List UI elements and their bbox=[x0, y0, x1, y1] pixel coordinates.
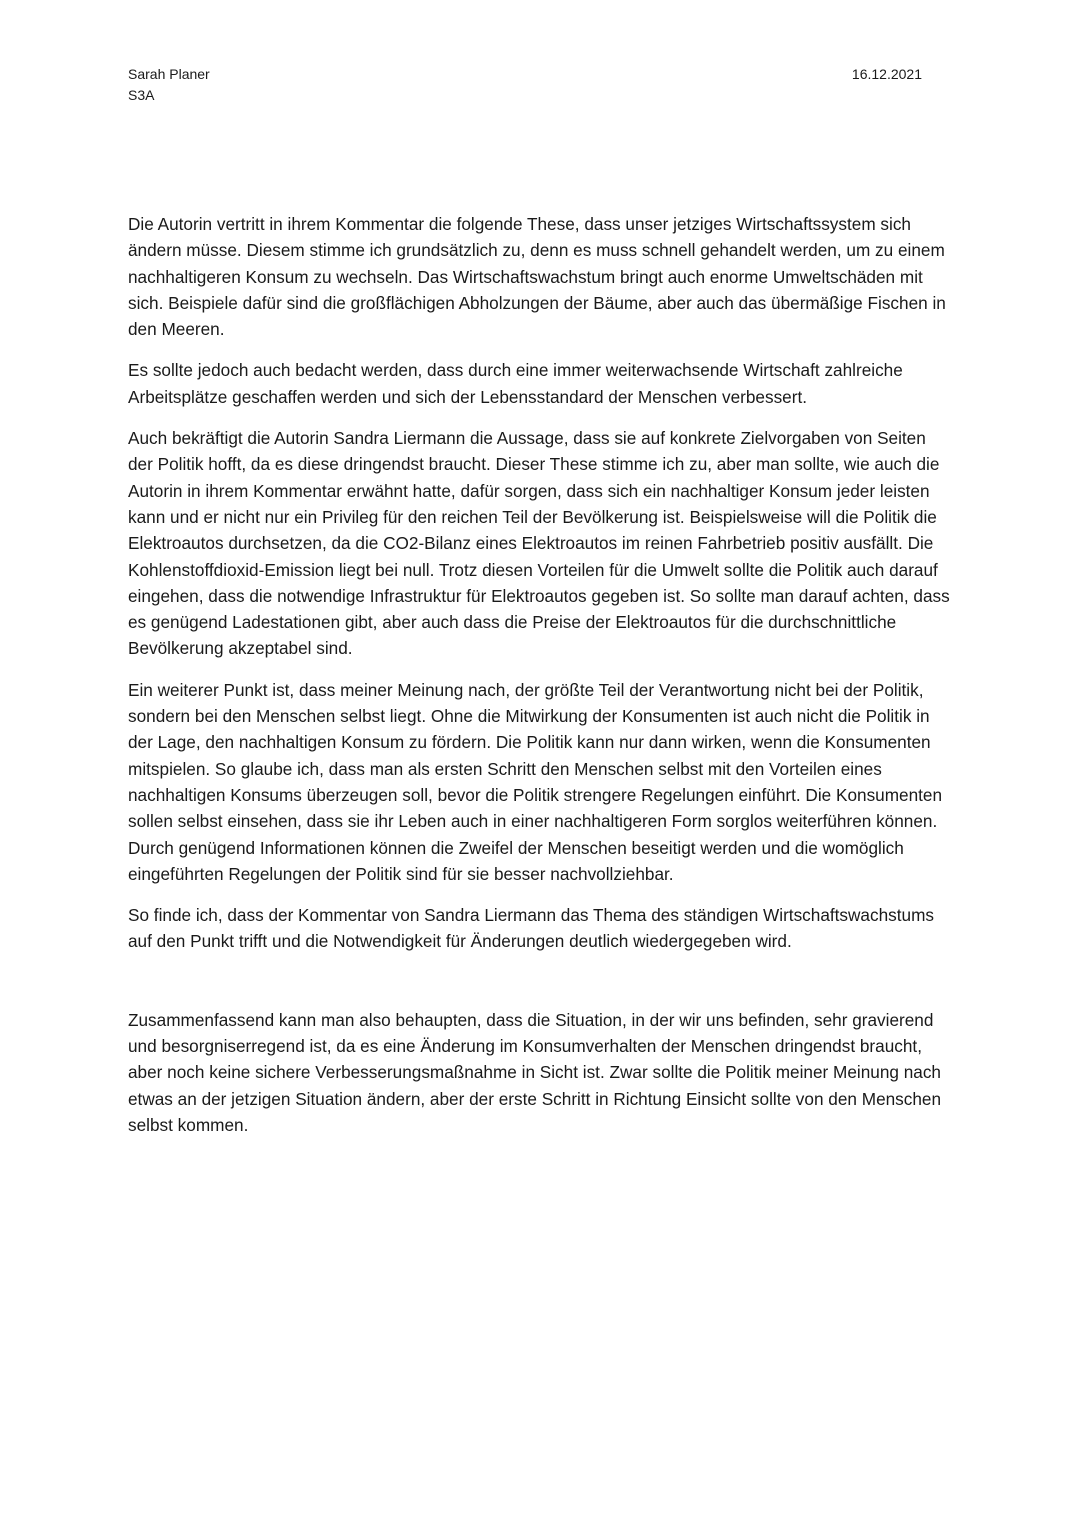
paragraph-counterpoint: Es sollte jedoch auch bedacht werden, dass durch eine immer weiterwachsende Wirtschaft zahlreiche Arbeitsplätze geschaffen werden und sich der Lebensstandard der Menschen verbessert. bbox=[128, 360, 903, 407]
document-date: 16.12.2021 bbox=[851, 66, 922, 82]
class-label: S3A bbox=[128, 87, 155, 103]
paragraph-thesis: Die Autorin vertritt in ihrem Kommentar die folgende These, dass unser jetziges Wirtschaftssystem sich ändern müsse. Diesem stimme ich grundsätzlich zu, denn es muss schnell gehandelt werden, um zu einem nachhaltigeren Konsum zu wechseln. Das Wirtschaftswachstum bringt auch enorme Umweltschäden mit sich. Beispiele dafür sind die großflächigen Abholzungen der Bäume, aber auch das übermäßige Fischen in den Meeren. bbox=[128, 214, 946, 340]
paragraph-assessment: So finde ich, dass der Kommentar von Sandra Liermann das Thema des ständigen Wirtschaftswachstums auf den Punkt trifft und die Notwendigkeit für Änderungen deutlich wiedergegeben wird. bbox=[128, 905, 934, 952]
paragraph-politics: Auch bekräftigt die Autorin Sandra Liermann die Aussage, dass sie auf konkrete Zielvorgaben von Seiten der Politik hofft, da es diese dringendst braucht. Dieser These stimme ich zu, aber man sollte, wie auch die Autorin in ihrem Kommentar erwähnt hatte, dafür sorgen, dass sich ein nachhaltiger Konsum jeder leisten kann und er nicht nur ein Privileg für den reichen Teil der Bevölkerung ist. Beispielsweise will die Politik die Elektroautos durchsetzen, da die CO2-Bilanz eines Elektroautos im reinen Fahrbetrieb positiv ausfällt. Die Kohlenstoffdioxid-Emission liegt bei null. Trotz diesen Vorteilen für die Umwelt sollte die Politik auch darauf eingehen, dass die notwendige Infrastruktur für Elektroautos gegeben ist. So sollte man darauf achten, dass es genügend Ladestationen gibt, aber auch dass die Preise der Elektroautos für die durchschnittliche Bevölkerung akzeptabel sind. bbox=[128, 428, 950, 659]
paragraph-conclusion: Zusammenfassend kann man also behaupten, dass die Situation, in der wir uns befinden, sehr gravierend und besorgniserregend ist, da es eine Änderung im Konsumverhalten der Menschen dringendst braucht, aber noch keine sichere Verbesserungsmaßnahme in Sicht ist. Zwar sollte die Politik meiner Meinung nach etwas an der jetzigen Situation ändern, aber der erste Schritt in Richtung Einsicht sollte von den Menschen selbst kommen. bbox=[128, 1009, 942, 1135]
paragraph-responsibility: Ein weiterer Punkt ist, dass meiner Meinung nach, der größte Teil der Verantwortung nicht bei der Politik, sondern bei den Menschen selbst liegt. Ohne die Mitwirkung der Konsumenten ist auch nicht die Politik in der Lage, den nachhaltigen Konsum zu fördern. Die Politik kann nur dann wirken, wenn die Konsumenten mitspielen. So glaube ich, dass man als ersten Schritt den Menschen selbst mit den Vorteilen eines nachhaltigen Konsums überzeugen soll, bevor die Politik strengere Regelungen einführt. Die Konsumenten sollen selbst einsehen, dass sie ihr Leben auch in einer nachhaltigeren Form sorglos weiterführen können. Durch genügend Informationen können die Zweifel der Menschen beseitigt werden und die womöglich eingeführten Regelungen der Politik sind für sie besser nachvollziehbar. bbox=[128, 679, 943, 884]
document-header bbox=[128, 64, 922, 106]
essay-body bbox=[128, 211, 950, 1153]
author-name: Sarah Planer bbox=[128, 66, 210, 82]
